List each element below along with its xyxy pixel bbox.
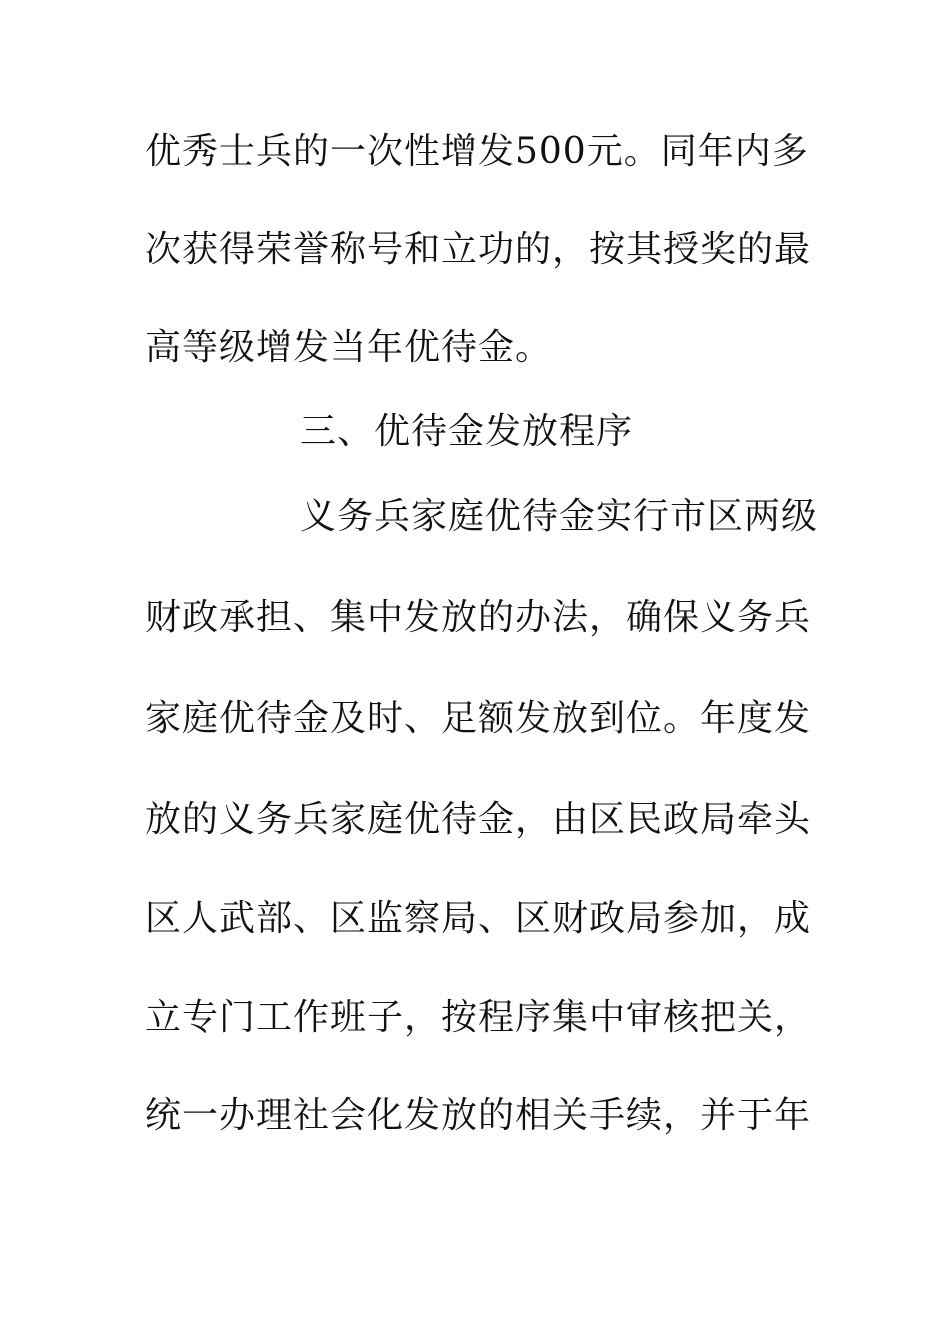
section-heading: 三、优待金发放程序 <box>300 411 634 452</box>
paragraph-line: 次获得荣誉称号和立功的，按其授奖的最 <box>145 229 812 270</box>
paragraph-line: 优秀士兵的一次性增发500元。同年内多 <box>145 131 809 172</box>
paragraph-line: 高等级增发当年优待金。 <box>145 327 553 368</box>
paragraph-line: 财政承担、集中发放的办法，确保义务兵 <box>145 597 812 638</box>
paragraph-line: 立专门工作班子，按程序集中审核把关， <box>145 997 812 1038</box>
paragraph-line: 家庭优待金及时、足额发放到位。年度发 <box>145 698 812 739</box>
paragraph-line: 放的义务兵家庭优待金，由区民政局牵头 <box>145 799 812 840</box>
paragraph-line: 区人武部、区监察局、区财政局参加，成 <box>145 898 812 939</box>
paragraph-line: 统一办理社会化发放的相关手续，并于年 <box>145 1095 812 1136</box>
paragraph-line: 义务兵家庭优待金实行市区两级 <box>300 496 819 537</box>
